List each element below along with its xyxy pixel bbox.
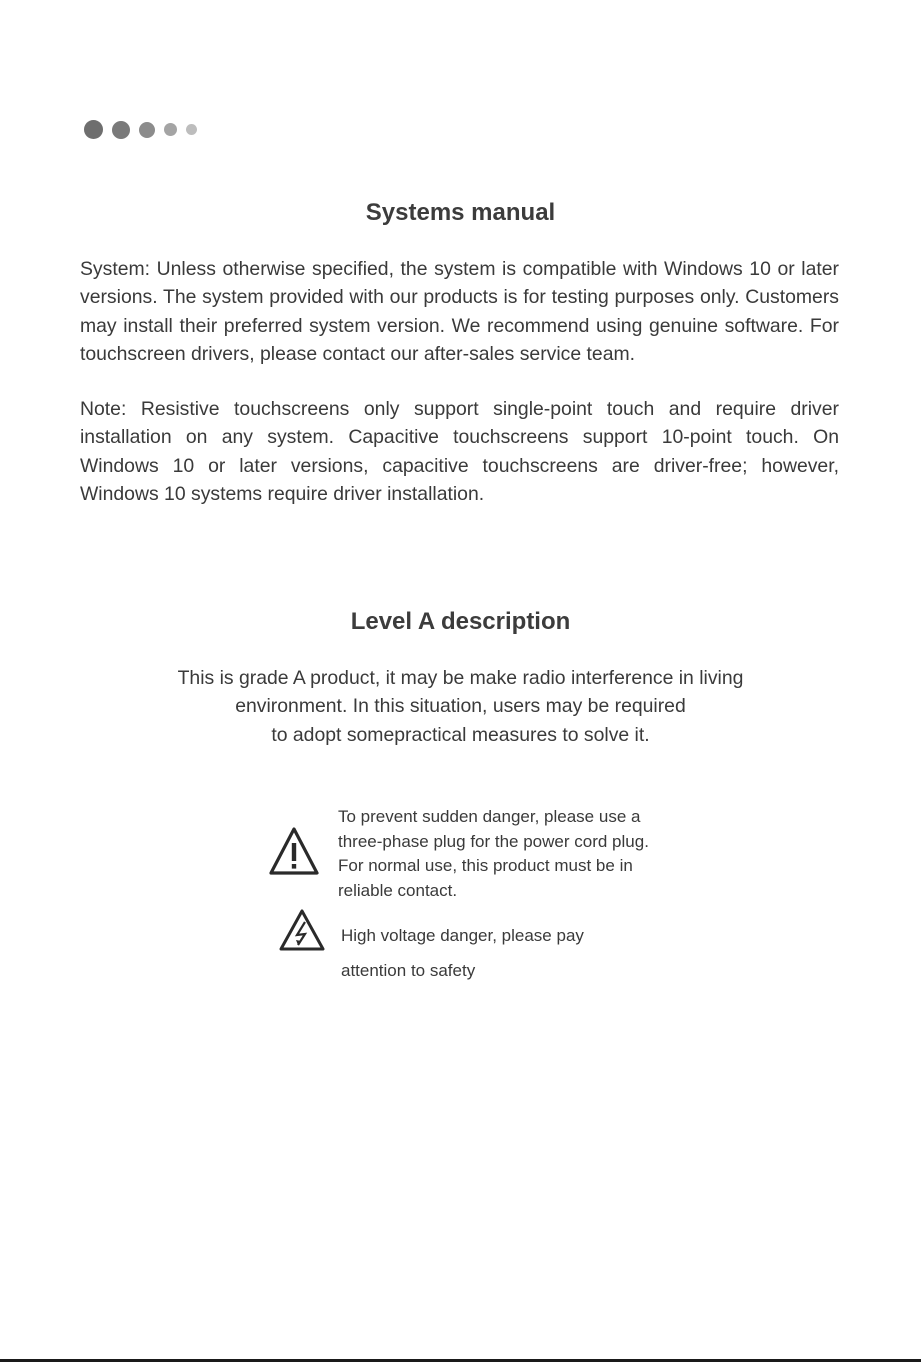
warning-line: For normal use, this product must be in <box>338 856 633 875</box>
high-voltage-warning-text <box>341 918 701 988</box>
page-indicator-dot <box>139 122 155 138</box>
page-indicator-dot <box>186 124 197 135</box>
page-indicator-dot <box>164 123 177 136</box>
level-a-title: Level A description <box>350 608 571 635</box>
level-a-description <box>100 664 821 749</box>
warning-line: High voltage danger, please pay <box>341 926 584 945</box>
warning-line: To prevent sudden danger, please use a <box>338 807 641 826</box>
warning-line: three-phase plug for the power cord plug. <box>338 831 649 851</box>
high-voltage-warning-icon <box>278 908 326 952</box>
warning-line: attention to safety <box>341 961 476 980</box>
power-plug-warning-text <box>338 805 758 903</box>
system-compatibility-paragraph: System: Unless otherwise specified, the system is compatible with Windows 10 or later versions. The system provided with our products is for testing purposes only. Customers may install their preferred system version. We recommend using genuine software. For touchscreen drivers, please contact our after-sales service team. <box>80 258 839 366</box>
warning-line: reliable contact. <box>338 880 458 900</box>
level-a-line: This is grade A product, it may be make radio interference in living <box>177 667 744 689</box>
page-indicator-dot <box>112 121 130 139</box>
level-a-line: to adopt somepractical measures to solve it. <box>271 723 650 746</box>
exclamation-warning-icon <box>268 826 320 876</box>
level-a-line: environment. In this situation, users may be required <box>235 695 686 718</box>
page-indicator-dot <box>84 120 103 139</box>
page-indicator <box>84 120 206 139</box>
systems-manual-title: Systems manual <box>365 199 556 226</box>
touchscreen-note-paragraph: Note: Resistive touchscreens only support single-point touch and require driver installation on any system. Capacitive touchscreens support 10-point touch. On Windows 10 or later versions, capacitive touchscreens are driver-free; however, Windows 10 systems require driver installation. <box>80 398 839 506</box>
